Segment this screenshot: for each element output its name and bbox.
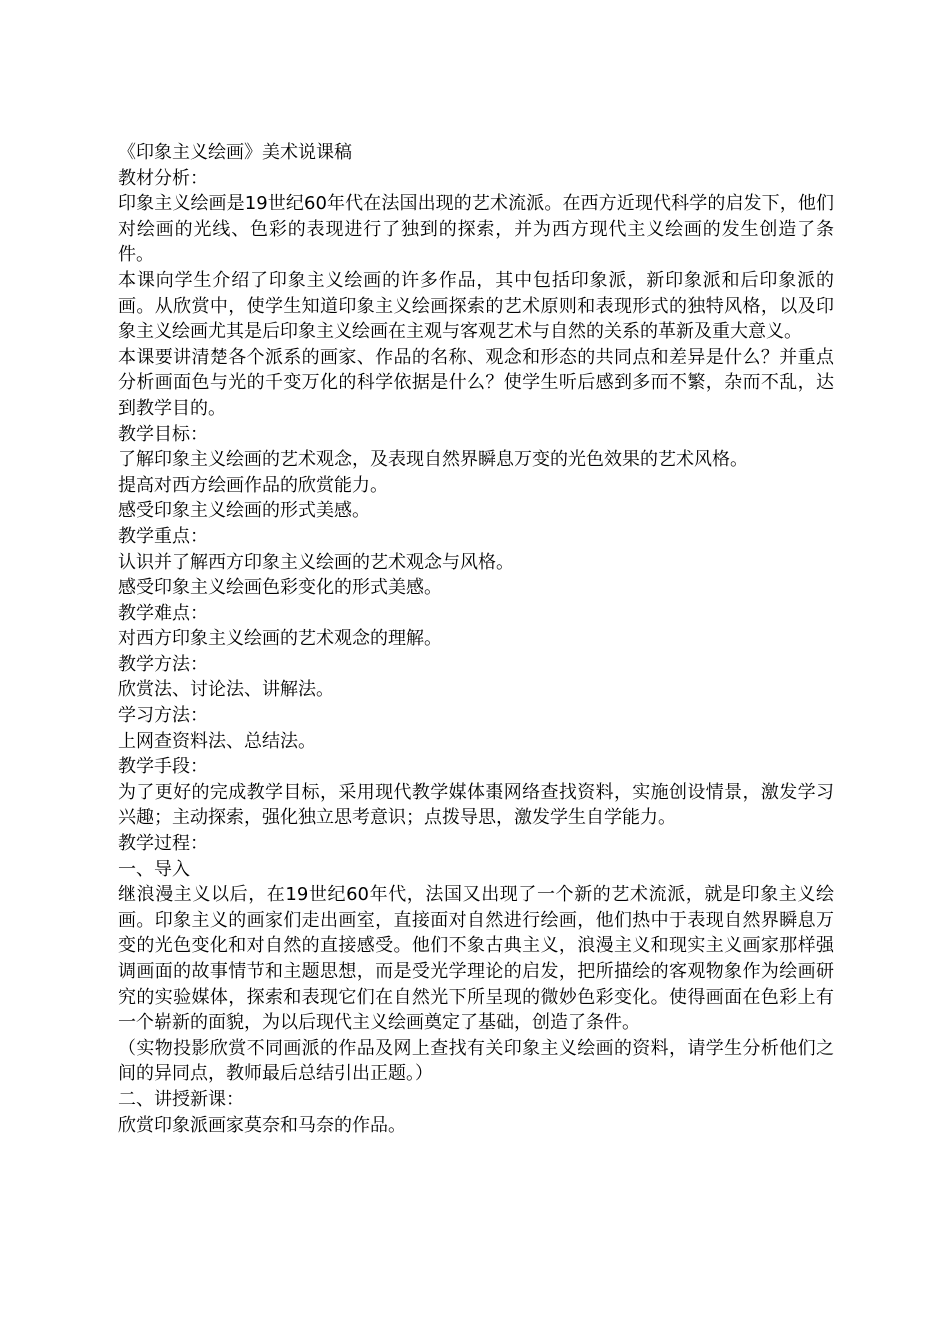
difficulty-1: 对西方印象主义绘画的艺术观念的理解。 [118,628,442,650]
paragraph-content: 本课向学生介绍了印象主义绘画的许多作品，其中包括印象派，新印象派和后印象派的画。从欣赏中，使学生知道印象主义绘画探索的艺术原则和表现形式的独特风格，以及印象主义绘画尤其是后印象主义绘画在主观与客观艺术与自然的关系的革新及重大意义。 [118,269,834,343]
goal-item-1: 了解印象主义绘画的艺术观念，及表现自然界瞬息万变的光色效果的艺术风格。 [118,449,748,471]
heading-teaching-methods: 教学方法： [118,653,208,675]
heading-new-lesson: 二、讲授新课： [118,1088,244,1110]
paragraph-introduction: 继浪漫主义以后，在19世纪60年代，法国又出现了一个新的艺术流派，就是印象主义绘画。印象主义的画家们走出画室，直接面对自然进行绘画，他们热中于表现自然界瞬息万变的光色变化和对自然的直接感受。他们不象古典主义，浪漫主义和现实主义画家那样强调画面的故事情节和主题思想，而是受光学理论的启发，把所描绘的客观物象作为绘画研究的实验媒体，探索和表现它们在自然光下所呈现的微妙色彩变化。使得画面在色彩上有一个崭新的面貌，为以后现代主义绘画奠定了基础，创造了条件。 [118,884,834,1034]
document-title: 《印象主义绘画》美术说课稿 [118,142,352,163]
heading-teaching-means: 教学手段： [118,756,208,778]
paragraph-intro: 印象主义绘画是19世纪60年代在法国出现的艺术流派。在西方近现代科学的启发下，他们对绘画的光线、色彩的表现进行了独到的探索，并为西方现代主义绘画的发生创造了条件。 [118,193,834,266]
heading-teaching-goals: 教学目标： [118,423,208,445]
teaching-means-text: 为了更好的完成教学目标，采用现代教学媒体棗网络查找资料，实施创设情景，激发学习兴趣；主动探索，强化独立思考意识；点拨导思，激发学生自学能力。 [118,781,834,829]
paragraph-focus: 本课要讲清楚各个派系的画家、作品的名称、观念和形态的共同点和差异是什么？并重点分析画面色与光的千变万化的科学依据是什么？使学生听后感到多而不繁，杂而不乱，达到教学目的。 [118,346,834,419]
goal-item-3: 感受印象主义绘画的形式美感。 [118,500,370,522]
document-page [118,140,834,1138]
heading-learning-methods: 学习方法： [118,705,208,727]
teaching-methods-text: 欣赏法、讨论法、讲解法。 [118,679,334,701]
paragraph-projection-note: （实物投影欣赏不同画派的作品及网上查找有关印象主义绘画的资料，请学生分析他们之间的异同点，教师最后总结引出正题。） [118,1037,834,1085]
learning-methods-text: 上网查资料法、总结法。 [118,730,316,752]
paragraph-appreciation: 欣赏印象派画家莫奈和马奈的作品。 [118,1114,406,1136]
goal-item-2: 提高对西方绘画作品的欣赏能力。 [118,474,388,496]
heading-teaching-key-points: 教学重点： [118,525,208,547]
heading-teaching-process: 教学过程： [118,833,208,855]
heading-teaching-difficulties: 教学难点： [118,602,208,624]
key-point-2: 感受印象主义绘画色彩变化的形式美感。 [118,577,442,599]
heading-introduction: 一、导入 [118,858,190,880]
key-point-1: 认识并了解西方印象主义绘画的艺术观念与风格。 [118,551,514,573]
heading-textbook-analysis: 教材分析： [118,167,208,189]
